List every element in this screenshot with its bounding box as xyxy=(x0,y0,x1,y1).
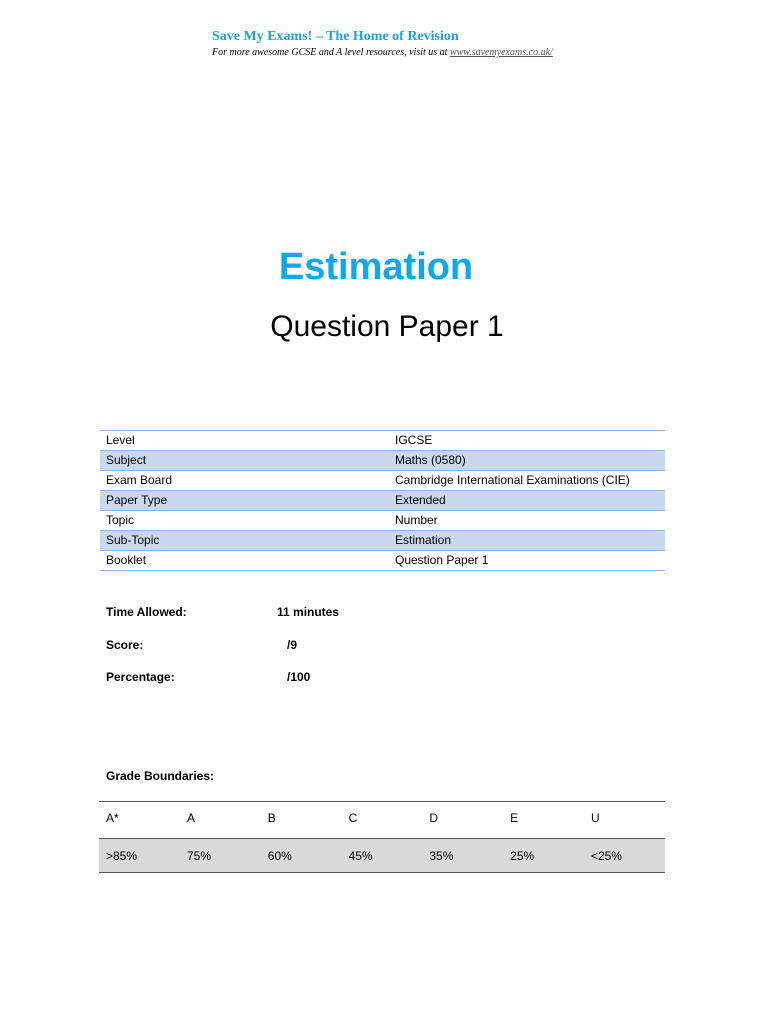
percent-cell: >85% xyxy=(99,839,180,873)
info-row-level xyxy=(100,431,665,451)
percent-cell: <25% xyxy=(584,839,665,873)
info-label: Topic xyxy=(100,511,389,531)
info-value: Extended xyxy=(389,491,665,511)
info-row-paper-type xyxy=(100,491,665,511)
grade-cell: B xyxy=(261,802,342,839)
info-table xyxy=(100,430,665,571)
time-allowed-value: 11 minutes xyxy=(277,605,340,619)
info-row-booklet xyxy=(100,551,665,571)
info-label: Level xyxy=(100,431,389,451)
info-value: IGCSE xyxy=(389,431,665,451)
grade-boundaries-label: Grade Boundaries: xyxy=(106,769,215,783)
info-label: Subject xyxy=(100,451,389,471)
percent-cell: 45% xyxy=(342,839,423,873)
grade-cell: A xyxy=(180,802,261,839)
page-title: Estimation xyxy=(278,246,474,288)
percent-cell: 35% xyxy=(422,839,503,873)
percent-cell: 75% xyxy=(180,839,261,873)
info-value: Estimation xyxy=(389,531,665,551)
time-allowed-label: Time Allowed: xyxy=(106,605,187,619)
percent-cell: 25% xyxy=(503,839,584,873)
score-value: /9 xyxy=(287,638,298,652)
grade-cell: U xyxy=(584,802,665,839)
grade-cell: E xyxy=(503,802,584,839)
info-label: Booklet xyxy=(100,551,389,571)
info-value: Maths (0580) xyxy=(389,451,665,471)
header-subtitle-text: For more awesome GCSE and A level resources, visit us at xyxy=(212,47,450,58)
info-row-sub-topic xyxy=(100,531,665,551)
info-label: Sub-Topic xyxy=(100,531,389,551)
grade-cell: D xyxy=(422,802,503,839)
grade-cell: C xyxy=(342,802,423,839)
website-link[interactable]: www.savemyexams.co.uk/ xyxy=(449,47,553,58)
info-label: Paper Type xyxy=(100,491,389,511)
grade-boundaries-table xyxy=(99,801,665,873)
info-row-subject xyxy=(100,451,665,471)
percentage-value: /100 xyxy=(287,670,311,684)
score-label: Score: xyxy=(106,638,144,652)
percent-row xyxy=(99,839,665,873)
grade-cell: A* xyxy=(99,802,180,839)
percent-cell: 60% xyxy=(261,839,342,873)
page-subtitle: Question Paper 1 xyxy=(270,310,504,343)
info-row-topic xyxy=(100,511,665,531)
percentage-label: Percentage: xyxy=(106,670,175,684)
header-subtitle xyxy=(212,47,553,58)
info-label: Exam Board xyxy=(100,471,389,491)
info-row-exam-board xyxy=(100,471,665,491)
info-value: Question Paper 1 xyxy=(389,551,665,571)
grade-row xyxy=(99,802,665,839)
info-value: Number xyxy=(389,511,665,531)
header-title: Save My Exams! – The Home of Revision xyxy=(212,29,459,44)
info-value: Cambridge International Examinations (CIE) xyxy=(389,471,665,491)
